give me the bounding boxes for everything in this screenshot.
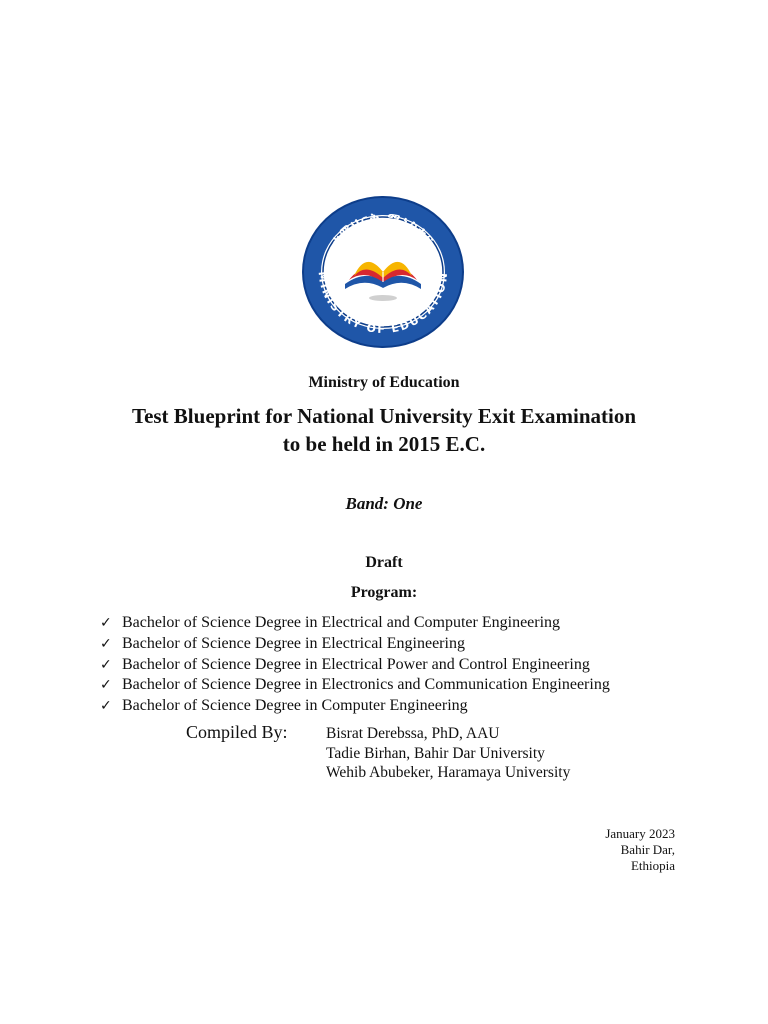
logo-top-text: ተምህርት ሚኒስቴር — [328, 210, 438, 249]
checkmark-icon: ✓ — [100, 656, 112, 673]
footer-country: Ethiopia — [630, 858, 675, 873]
program-heading: Program: — [350, 584, 418, 601]
compiled-by-label: Compiled By: — [186, 722, 288, 742]
program-item — [100, 655, 610, 676]
document-title-line-2: to be held in 2015 E.C. — [282, 432, 486, 456]
program-text: Bachelor of Science Degree in Electrical and Computer Engineering — [122, 614, 561, 631]
footer-date: January 2023 — [605, 826, 675, 841]
ministry-of-education-logo — [300, 194, 466, 350]
draft-label: Draft — [365, 554, 403, 571]
ministry-heading: Ministry of Education — [308, 374, 460, 391]
compiler-name: Wehib Abubeker, Haramaya University — [326, 764, 571, 781]
logo-bottom-text: MINISTRY OF EDUCATION — [315, 270, 451, 337]
checkmark-icon: ✓ — [100, 615, 112, 631]
checkmark-icon: ✓ — [100, 698, 112, 715]
program-item — [100, 634, 610, 655]
program-list — [100, 613, 610, 717]
program-item — [100, 613, 610, 634]
checkmark-icon: ✓ — [100, 635, 112, 652]
document-title-line-1: Test Blueprint for National University Exit Examination — [131, 404, 637, 428]
program-text: Bachelor of Science Degree in Electrical Power and Control Engineering — [122, 655, 590, 673]
footer-city: Bahir Dar, — [620, 842, 675, 857]
program-text: Bachelor of Science Degree in Electrical Engineering — [122, 634, 465, 652]
document-title — [0, 402, 768, 458]
compiler-name: Tadie Birhan, Bahir Dar University — [326, 744, 545, 762]
compiler-name: Bisrat Derebssa, PhD, AAU — [326, 725, 500, 742]
compiler-list — [326, 724, 570, 783]
program-text: Bachelor of Science Degree in Electronics and Communication Engineering — [122, 676, 610, 694]
band-label: Band: One — [345, 494, 423, 513]
checkmark-icon: ✓ — [100, 677, 112, 694]
program-item — [100, 675, 610, 696]
program-item — [100, 696, 610, 717]
document-footer — [605, 826, 675, 874]
program-text: Bachelor of Science Degree in Computer Engineering — [122, 697, 468, 715]
